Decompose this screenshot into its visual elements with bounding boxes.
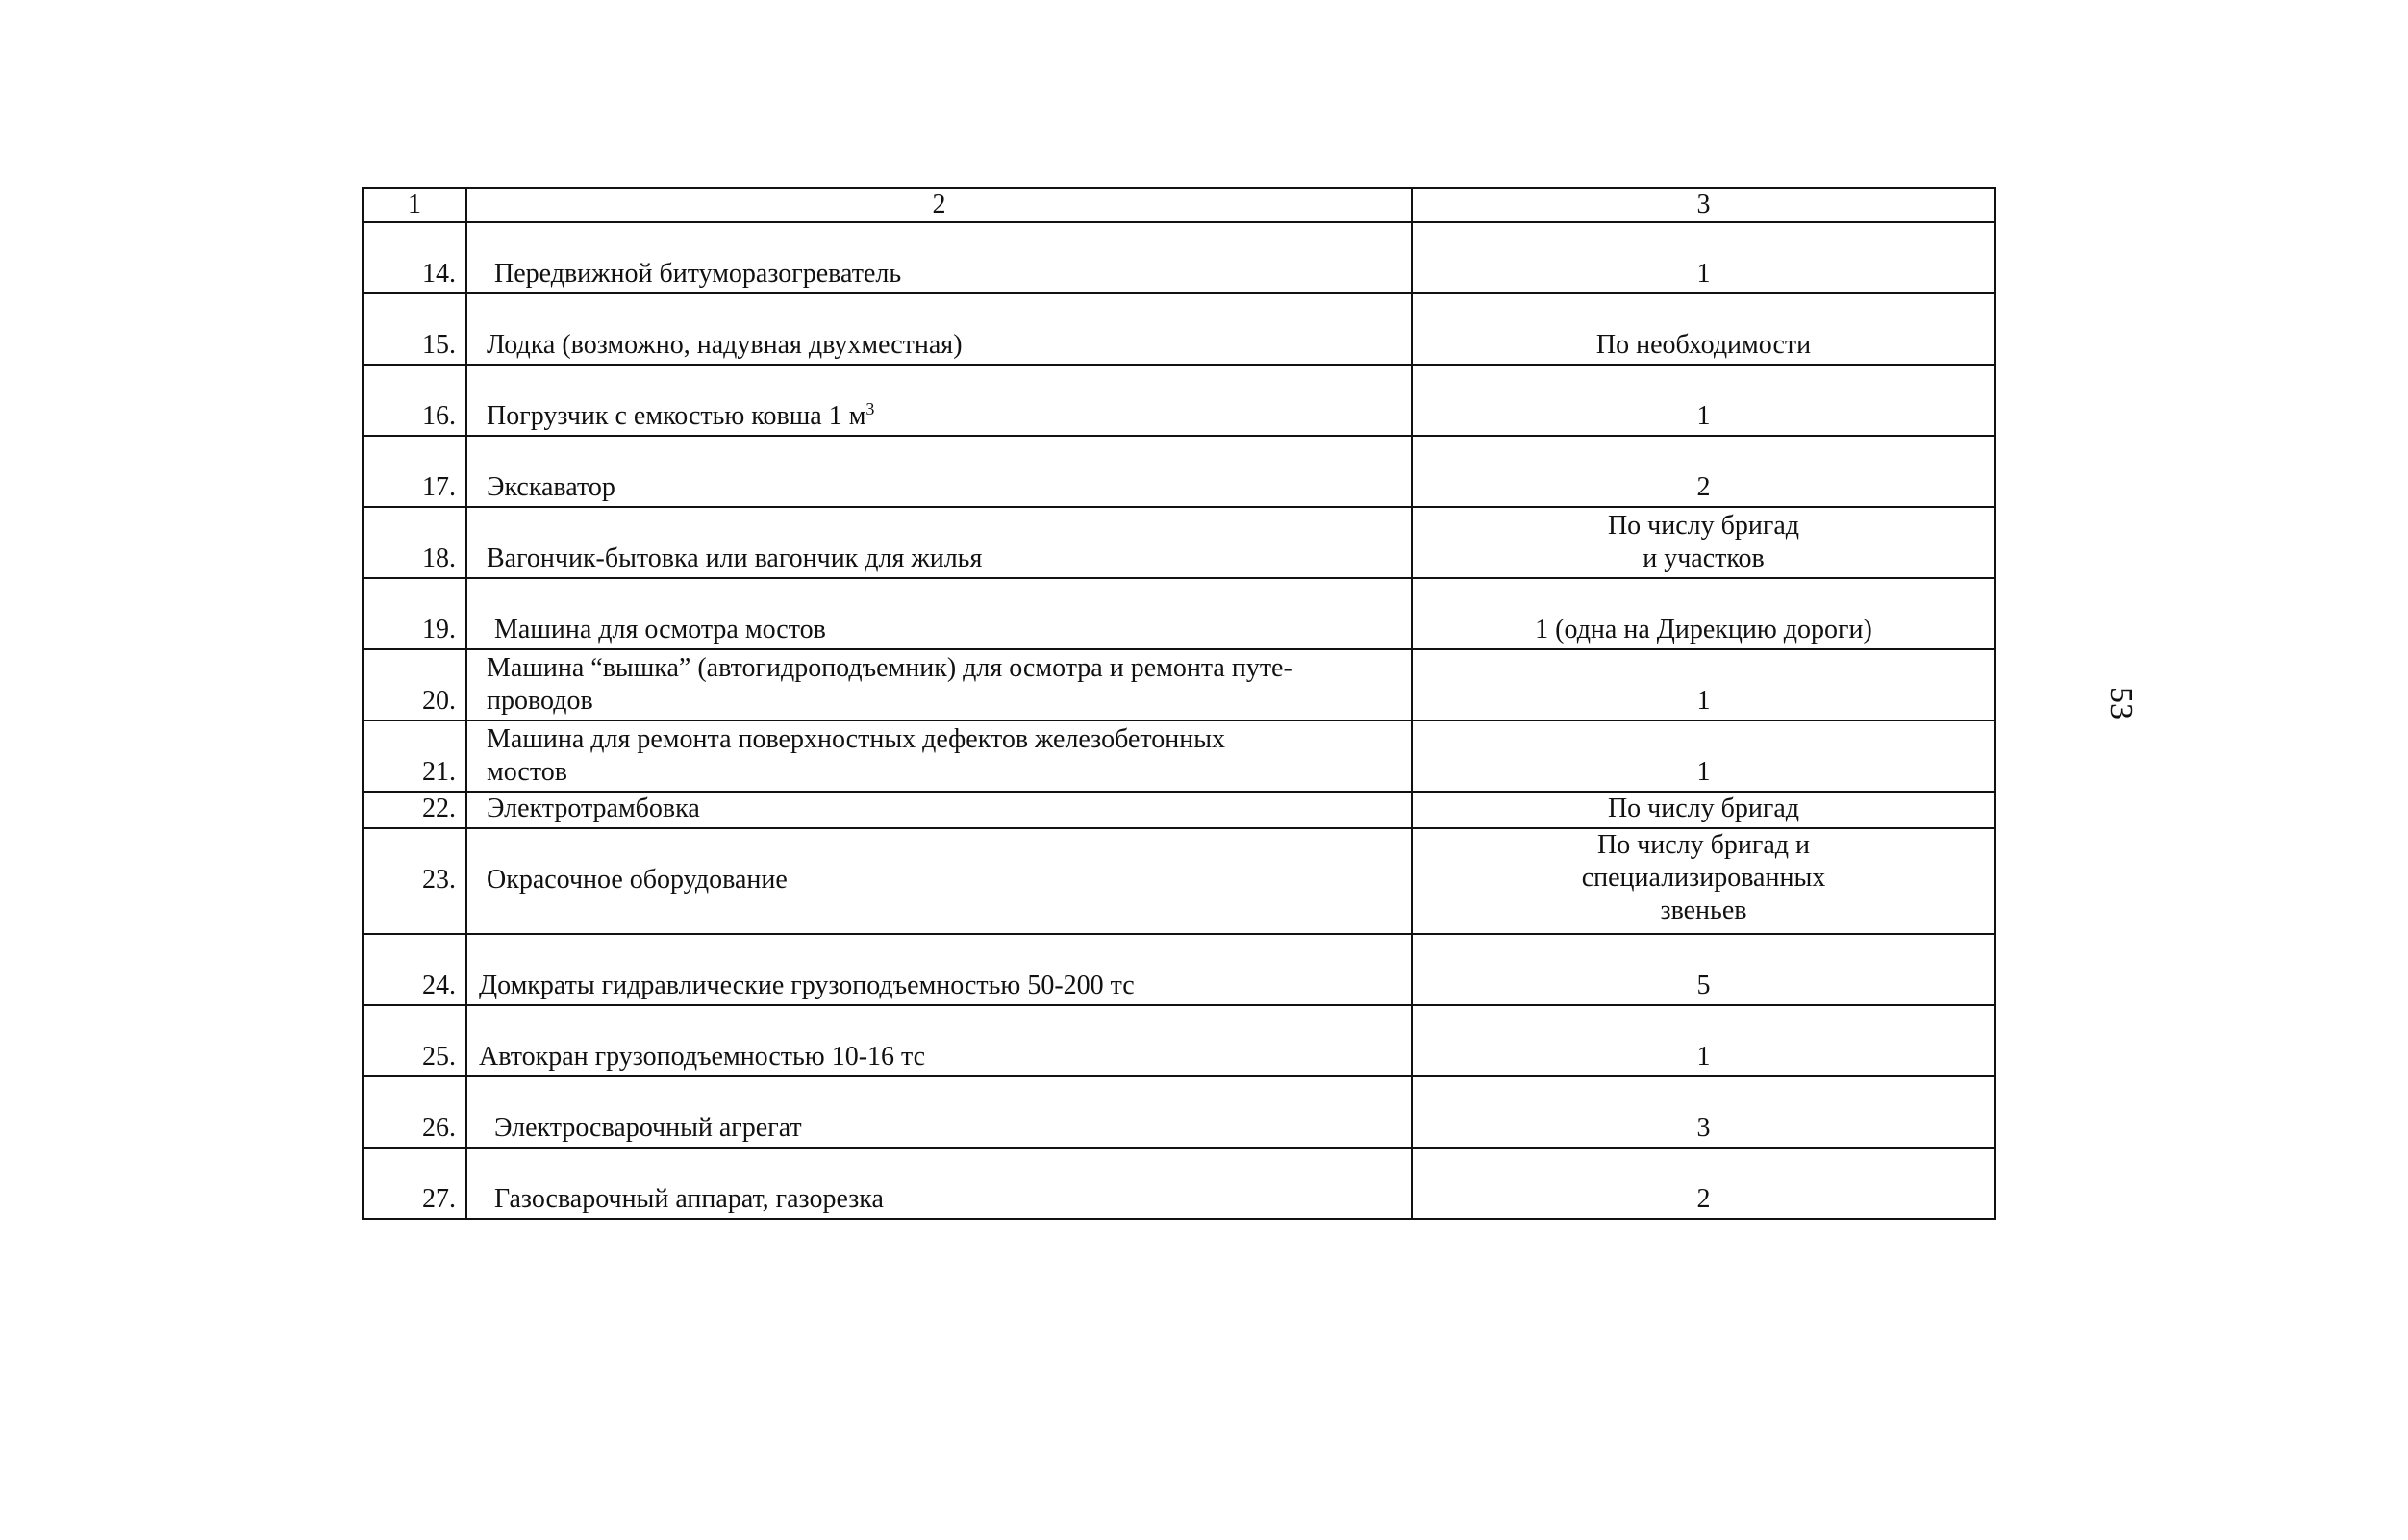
table-row (363, 1005, 1995, 1076)
equipment-quantity: По числу бригад (1412, 792, 1995, 828)
row-number: 16. (363, 365, 466, 436)
equipment-name: Газосварочный аппарат, газорезка (466, 1148, 1412, 1219)
table-row (363, 934, 1995, 1005)
equipment-name: Электросварочный агрегат (466, 1076, 1412, 1148)
equipment-name: Домкраты гидравлические грузоподъемностью 50-200 тс (466, 934, 1412, 1005)
page-number: 53 (2103, 687, 2139, 720)
row-number: 19. (363, 578, 466, 649)
table-header-row (363, 188, 1995, 222)
equipment-quantity: 2 (1412, 1148, 1995, 1219)
equipment-name: Окрасочное оборудование (466, 828, 1412, 934)
equipment-quantity: 3 (1412, 1076, 1995, 1148)
equipment-quantity: 2 (1412, 436, 1995, 507)
row-number: 25. (363, 1005, 466, 1076)
table-row (363, 507, 1995, 578)
equipment-quantity: 5 (1412, 934, 1995, 1005)
row-number: 21. (363, 720, 466, 792)
table-row (363, 1076, 1995, 1148)
table-row (363, 792, 1995, 828)
equipment-name: Экскаватор (466, 436, 1412, 507)
row-number: 23. (363, 828, 466, 934)
row-number: 18. (363, 507, 466, 578)
row-number: 26. (363, 1076, 466, 1148)
row-number: 14. (363, 222, 466, 293)
row-number: 20. (363, 649, 466, 720)
equipment-name: Машина для осмотра мостов (466, 578, 1412, 649)
row-number: 27. (363, 1148, 466, 1219)
equipment-quantity: По числу бригад и участков (1412, 507, 1995, 578)
header-col-3: 3 (1412, 188, 1995, 222)
table-row (363, 365, 1995, 436)
equipment-name: Вагончик-бытовка или вагончик для жилья (466, 507, 1412, 578)
equipment-quantity: 1 (1412, 1005, 1995, 1076)
row-number: 17. (363, 436, 466, 507)
equipment-quantity: По числу бригад и специализированных звеньев (1412, 828, 1995, 934)
row-number: 22. (363, 792, 466, 828)
equipment-table (362, 187, 1996, 1220)
table-row (363, 649, 1995, 720)
table-row (363, 578, 1995, 649)
equipment-name: Машина для ремонта поверхностных дефектов железобетонных мостов (466, 720, 1412, 792)
table-row (363, 1148, 1995, 1219)
equipment-quantity: 1 (1412, 720, 1995, 792)
equipment-quantity: 1 (1412, 649, 1995, 720)
equipment-name: Передвижной битуморазогреватель (466, 222, 1412, 293)
equipment-name: Погрузчик с емкостью ковша 1 $м^3$ (466, 365, 1412, 436)
header-col-2: 2 (466, 188, 1412, 222)
equipment-name: Машина “вышка” (автогидроподъемник) для осмотра и ремонта путе- проводов (466, 649, 1412, 720)
table-row (363, 828, 1995, 934)
equipment-name: Электротрамбовка (466, 792, 1412, 828)
equipment-quantity: По необходимости (1412, 293, 1995, 365)
equipment-quantity: 1 (одна на Дирекцию дороги) (1412, 578, 1995, 649)
equipment-quantity: 1 (1412, 365, 1995, 436)
row-number: 15. (363, 293, 466, 365)
table-row (363, 222, 1995, 293)
table-row (363, 293, 1995, 365)
table-row (363, 720, 1995, 792)
equipment-name: Автокран грузоподъемностью 10-16 тс (466, 1005, 1412, 1076)
header-col-1: 1 (363, 188, 466, 222)
row-number: 24. (363, 934, 466, 1005)
table-row (363, 436, 1995, 507)
equipment-name: Лодка (возможно, надувная двухместная) (466, 293, 1412, 365)
equipment-quantity: 1 (1412, 222, 1995, 293)
